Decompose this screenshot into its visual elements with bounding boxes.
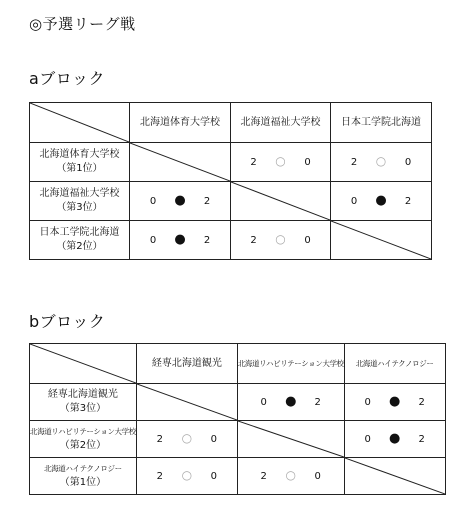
block-b-title: bブロック (29, 312, 106, 331)
row-team-name: 北海道ハイテクノロジー (44, 464, 122, 473)
score-left: 2 (156, 434, 164, 445)
league-table-b (29, 343, 446, 495)
result-cell (331, 143, 432, 182)
result-mark-icon: ● (388, 430, 401, 446)
row-rank: （第2位） (59, 440, 107, 451)
result-mark-icon: ○ (181, 431, 193, 445)
column-header-team: 北海道福祉大学校 (231, 103, 331, 143)
score-right: 0 (210, 434, 218, 445)
score-left: 0 (364, 396, 371, 408)
row-rank: （第3位） (59, 403, 107, 414)
row-rank: （第1位） (56, 163, 103, 174)
row-team-name: 北海道リハビリテーション大学校 (30, 427, 136, 436)
self-match-cell (136, 384, 237, 421)
score-left: 0 (350, 195, 358, 207)
league-table-a (29, 102, 432, 260)
result-cell (130, 221, 231, 260)
block-a-title: aブロック (29, 69, 105, 88)
score-right: 2 (314, 396, 321, 408)
row-header (30, 182, 130, 221)
score-right: 0 (210, 471, 218, 482)
result-cell (130, 182, 231, 221)
result-cell (331, 182, 432, 221)
score-right: 2 (418, 433, 425, 445)
self-match-cell (331, 221, 432, 260)
score-left: 0 (149, 195, 157, 207)
result-mark-icon: ● (285, 393, 297, 409)
score-right: 2 (203, 195, 211, 207)
score-right: 0 (304, 235, 311, 246)
corner-cell (30, 103, 130, 143)
table-row (30, 221, 432, 260)
row-rank: （第2位） (56, 241, 103, 252)
self-match-cell (231, 182, 331, 221)
row-team-name: 北海道福祉大学校 (39, 188, 120, 199)
result-mark-icon: ● (388, 393, 401, 409)
score-right: 2 (203, 234, 211, 246)
result-mark-icon: ● (174, 231, 186, 247)
table-row (30, 182, 432, 221)
result-mark-icon: ○ (275, 154, 286, 168)
page-title: ◎予選リーグ戦 (29, 15, 136, 33)
column-header-team: 北海道リハビリテーション大学校 (237, 344, 344, 384)
row-header (30, 143, 130, 182)
self-match-cell (130, 143, 231, 182)
self-match-cell (237, 421, 344, 458)
column-header-team: 経専北海道観光 (136, 344, 237, 384)
row-header (30, 384, 137, 421)
column-header-team: 日本工学院北海道 (331, 103, 432, 143)
result-mark-icon: ○ (375, 154, 387, 168)
result-cell (344, 384, 445, 421)
row-team-name: 北海道体育大学校 (39, 149, 120, 160)
result-cell (237, 384, 344, 421)
result-cell (136, 421, 237, 458)
row-header (30, 221, 130, 260)
result-cell (231, 143, 331, 182)
score-right: 0 (404, 157, 412, 168)
table-row (30, 458, 446, 495)
result-mark-icon: ○ (285, 468, 296, 482)
table-row (30, 143, 432, 182)
row-rank: （第1位） (59, 477, 107, 488)
score-left: 0 (260, 396, 267, 408)
score-left: 2 (250, 157, 257, 168)
score-left: 0 (364, 433, 371, 445)
result-mark-icon: ● (174, 192, 186, 208)
score-left: 2 (250, 235, 257, 246)
result-cell (237, 458, 344, 495)
score-left: 2 (260, 471, 267, 482)
row-team-name: 日本工学院北海道 (39, 227, 120, 238)
table-row (30, 384, 446, 421)
row-header (30, 421, 137, 458)
score-right: 0 (304, 157, 311, 168)
result-cell (136, 458, 237, 495)
corner-cell (30, 344, 137, 384)
row-team-name: 経専北海道観光 (47, 389, 118, 400)
score-right: 0 (314, 471, 321, 482)
self-match-cell (344, 458, 445, 495)
result-mark-icon: ○ (181, 468, 193, 482)
row-header (30, 458, 137, 495)
result-cell (231, 221, 331, 260)
result-mark-icon: ● (375, 192, 387, 208)
score-left: 0 (149, 234, 157, 246)
score-right: 2 (418, 396, 425, 408)
column-header-team: 北海道ハイテクノロジー (344, 344, 445, 384)
row-rank: （第3位） (56, 202, 103, 213)
score-right: 2 (404, 195, 412, 207)
result-cell (344, 421, 445, 458)
score-left: 2 (156, 471, 164, 482)
result-mark-icon: ○ (275, 232, 286, 246)
table-row (30, 421, 446, 458)
score-left: 2 (350, 157, 358, 168)
column-header-team: 北海道体育大学校 (130, 103, 231, 143)
